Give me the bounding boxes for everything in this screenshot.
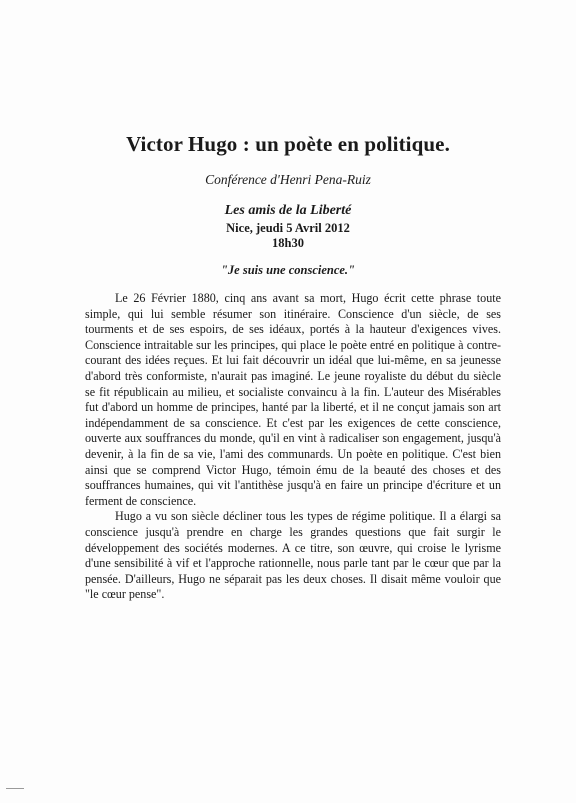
quote-heading: "Je suis une conscience." xyxy=(220,263,355,277)
body-text xyxy=(85,291,501,603)
event-time: 18h30 xyxy=(272,236,304,250)
organization-name: Les amis de la Liberté xyxy=(224,203,352,218)
paragraph: Hugo a vu son siècle décliner tous les types de régime politique. Il a élargi sa conscience jusqu'à prendre en charge les grandes questions que fait surgir le développement des sociétés modernes. A ce titre, son œuvre, qui croise le lyrisme d'une sensibilité à vif et l'approche rationnelle, nous parle tant par le cœur que par la pensée. D'ailleurs, Hugo ne séparait pas les deux choses. Il disait même vouloir que "le cœur pense". xyxy=(85,509,501,602)
document-title: Victor Hugo : un poète en politique. xyxy=(126,132,450,156)
paragraph: Le 26 Février 1880, cinq ans avant sa mort, Hugo écrit cette phrase toute simple, qui lui semble résumer son itinéraire. Conscience d'un siècle, de ses tourments et de ses espoirs, de ses idéaux, portés à la hauteur d'exigences vives. Conscience intraitable sur les principes, qui place le poète entré en politique à contre-courant des idées reçues. Et lui fait découvrir un idéal que lui-même, en sa jeunesse d'abord très conformiste, n'aurait pas imaginé. Le jeune royaliste du début du siècle se fit républicain au milieu, et socialiste convaincu à la fin. L'auteur des Misérables fut d'abord un homme de principes, hanté par la liberté, et il ne conçut jamais son art indépendamment de sa conscience. Et c'est par les exigences de cette conscience, ouverte aux souffrances du monde, qu'il en vint à radicaliser son engagement, jusqu'à devenir, à la fin de sa vie, l'ami des communards. Un poète en politique. C'est bien ainsi que se comprend Victor Hugo, témoin ému de la beauté des choses et des souffrances humaines, qui vit l'antithèse jusqu'à en faire un principe d'écriture et un ferment de conscience. xyxy=(85,291,501,508)
location-date: Nice, jeudi 5 Avril 2012 xyxy=(226,221,350,235)
scan-edge-mark xyxy=(6,788,24,789)
document-subtitle: Conférence d'Henri Pena-Ruiz xyxy=(205,172,371,187)
